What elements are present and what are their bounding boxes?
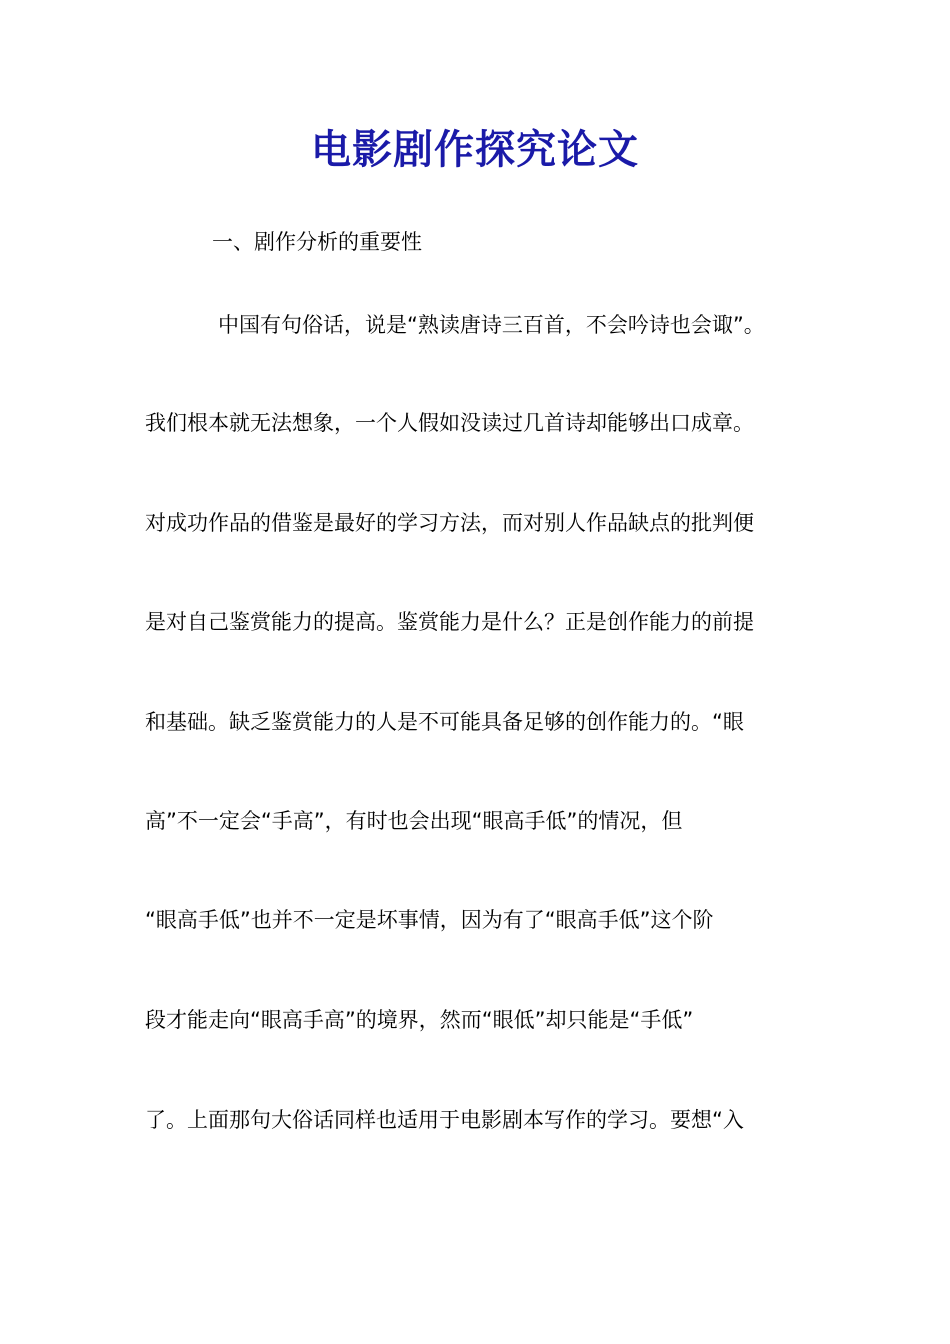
paragraph-line-8: 段才能走向“眼高手高”的境界，然而“眼低”却只能是“手低” [145, 1008, 694, 1032]
paragraph-line-3: 对成功作品的借鉴是最好的学习方法，而对别人作品缺点的批判便 [145, 511, 754, 535]
paragraph-line-1: 中国有句俗话，说是“熟读唐诗三百首，不会吟诗也会诹”。 [218, 313, 765, 337]
section-heading: 一、剧作分析的重要性 [212, 230, 422, 254]
paragraph-line-6: 高”不一定会“手高”，有时也会出现“眼高手低”的情况，但 [145, 809, 683, 833]
paragraph-line-4: 是对自己鉴赏能力的提高。鉴赏能力是什么？正是创作能力的前提 [145, 610, 754, 634]
paragraph-line-5: 和基础。缺乏鉴赏能力的人是不可能具备足够的创作能力的。“眼 [145, 710, 744, 734]
paragraph-line-7: “眼高手低”也并不一定是坏事情，因为有了“眼高手低”这个阶 [145, 908, 714, 932]
paragraph-line-2: 我们根本就无法想象，一个人假如没读过几首诗却能够出口成章。 [145, 411, 754, 435]
paragraph-line-9: 了。上面那句大俗话同样也适用于电影剧本写作的学习。要想“入 [145, 1108, 744, 1132]
document-title: 电影剧作探究论文 [311, 126, 639, 173]
